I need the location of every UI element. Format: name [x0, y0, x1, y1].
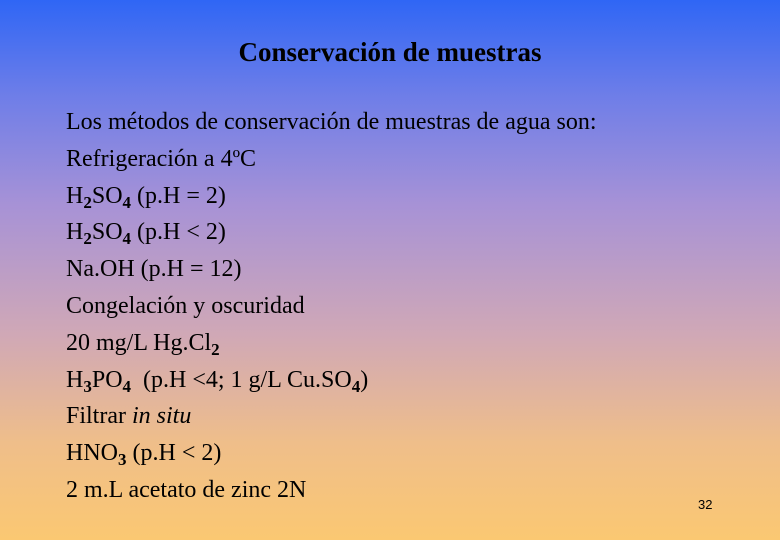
slide-body	[66, 104, 746, 509]
slide-title: Conservación de muestras	[238, 37, 542, 67]
intro-line: Los métodos de conservación de muestras de agua son:	[66, 109, 597, 135]
method-h2so4-ph2: $H_2SO_4$ (p.H = 2)	[66, 182, 226, 212]
method-freezing: Congelación y oscuridad	[66, 292, 305, 319]
method-refrigeration: Refrigeración a 4ºC	[66, 145, 257, 172]
method-h3po4: $H_3PO_4$ (p.H <4; 1 g/L $Cu.SO_4$)	[66, 366, 369, 396]
method-naoh: Na.OH (p.H = 12)	[66, 256, 242, 283]
method-h2so4-ph-lt2: $H_2SO_4$ (p.H < 2)	[66, 219, 226, 249]
method-filter: Filtrar in situ	[66, 403, 192, 430]
method-zinc-acetate: 2 m.L acetato de zinc 2N	[66, 476, 307, 503]
method-hno3: $HNO_3$ (p.H < 2)	[66, 440, 222, 470]
method-hgcl2: 20 mg/L $Hg.Cl_2$	[66, 329, 220, 359]
page-number: 32	[698, 497, 713, 512]
